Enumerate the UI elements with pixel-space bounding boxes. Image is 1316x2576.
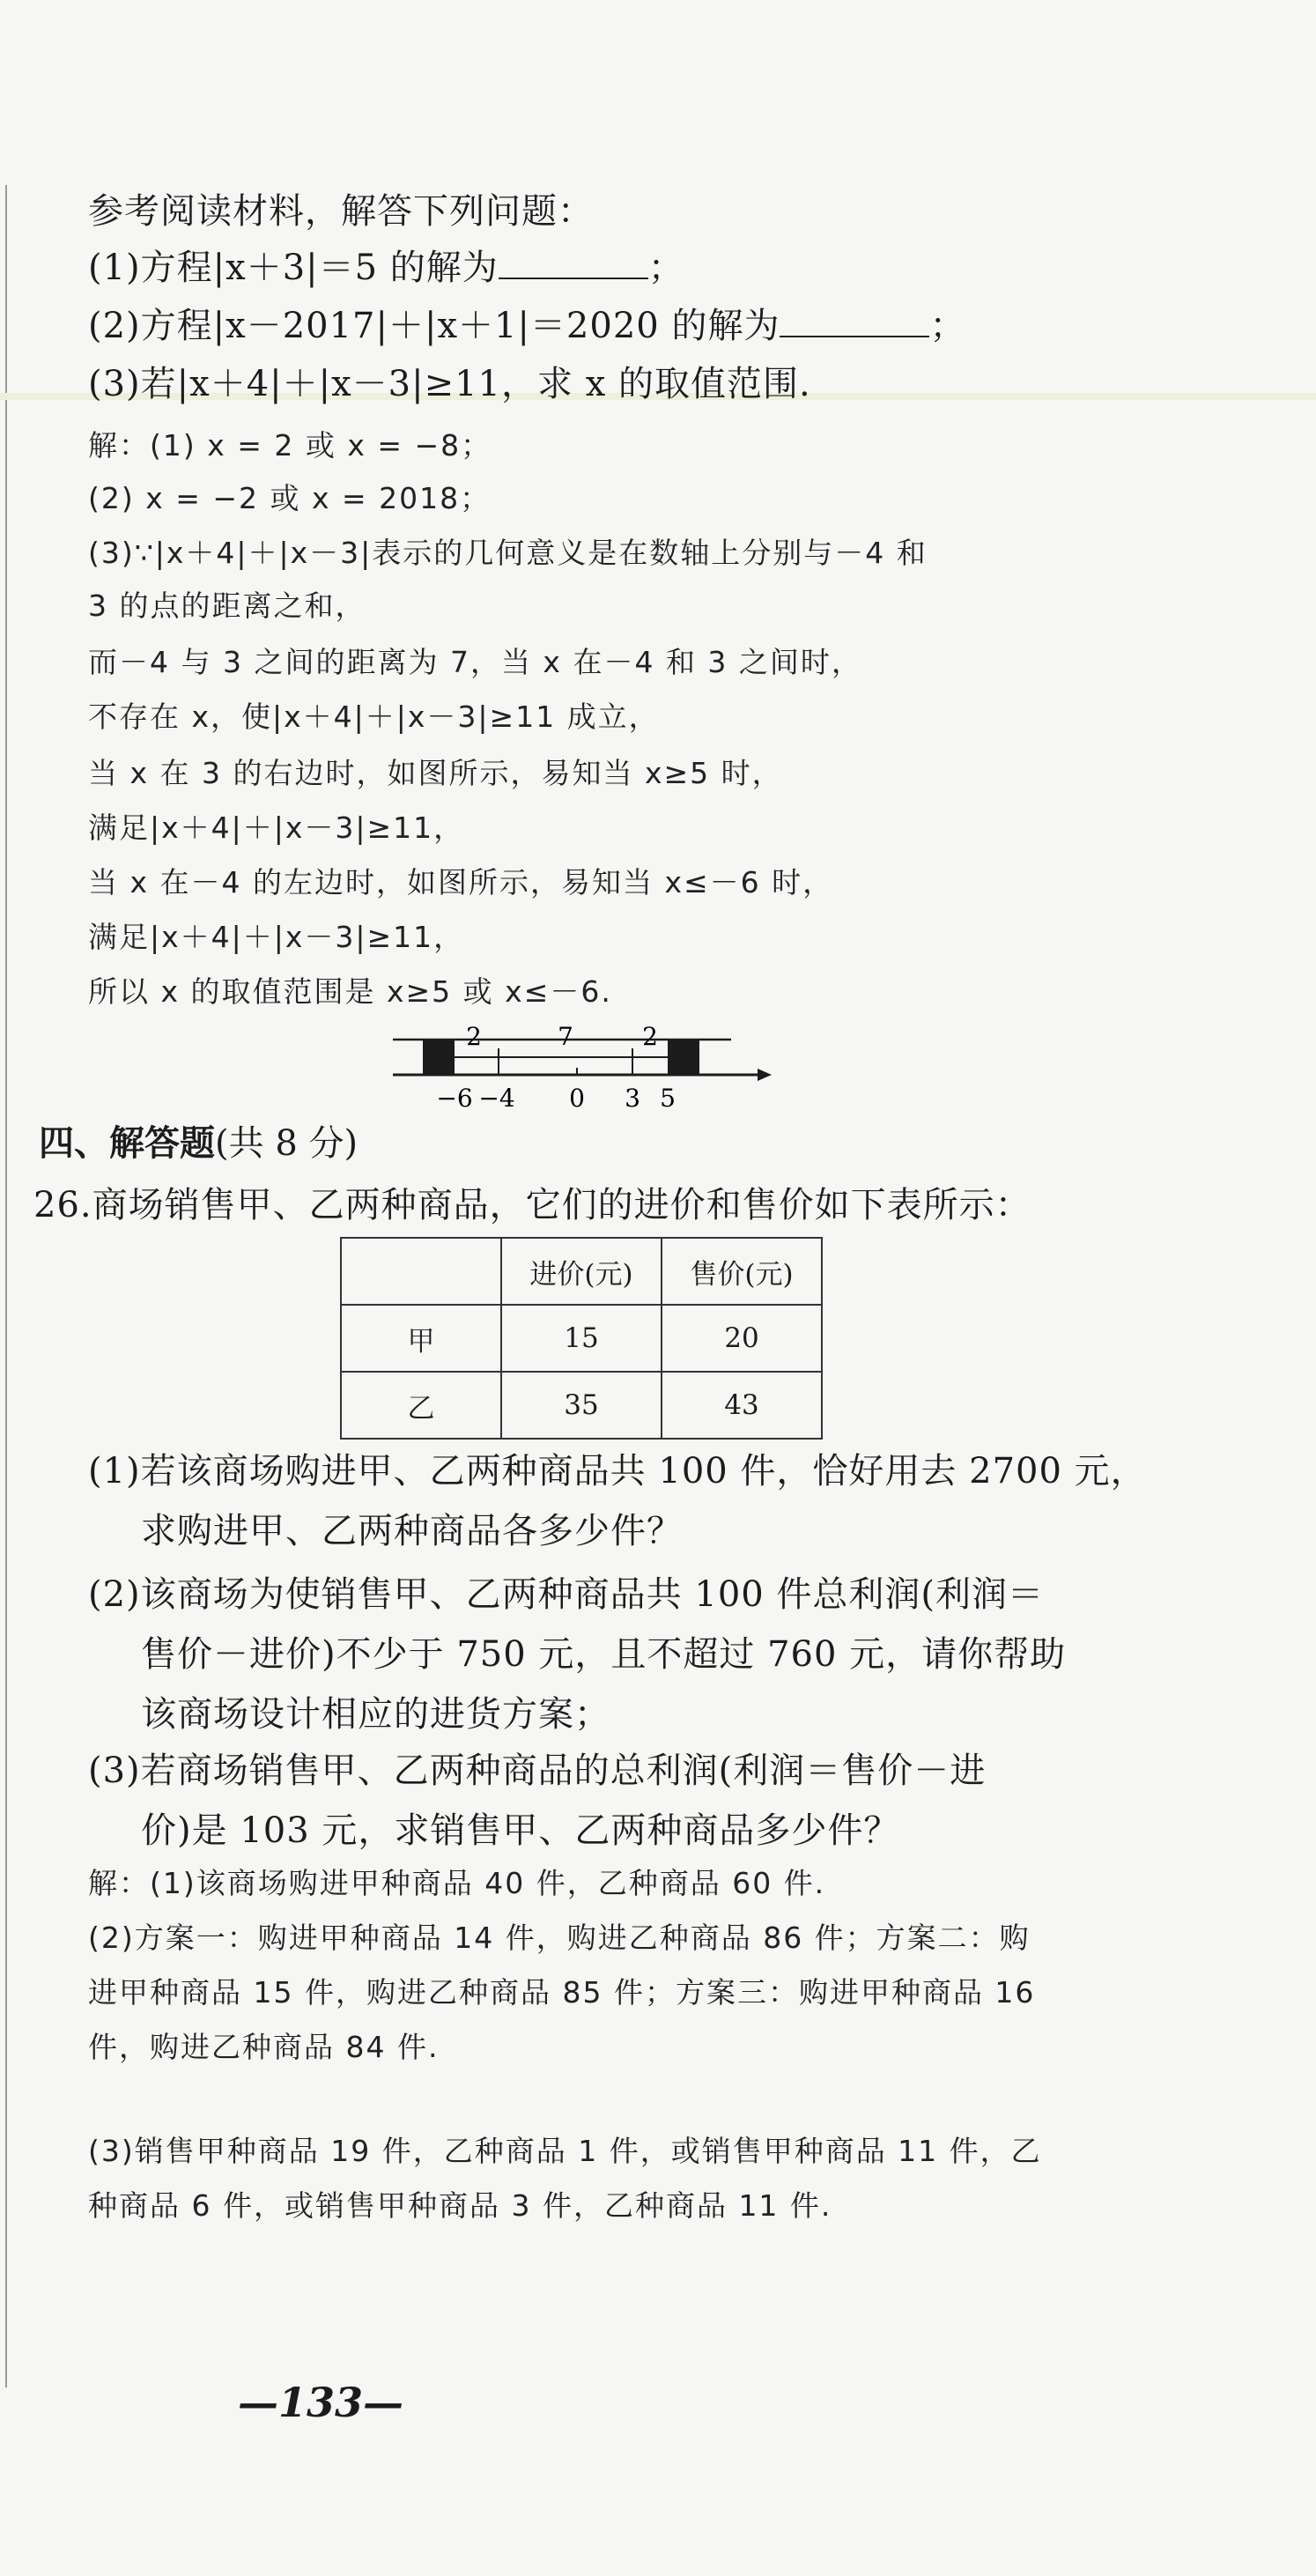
number-line-diagram bbox=[388, 1013, 775, 1119]
shaded-left-region bbox=[423, 1040, 455, 1075]
tick-label: 3 bbox=[625, 1084, 640, 1113]
table-row bbox=[341, 1372, 822, 1439]
q26-part-line: (1)若该商场购进甲、乙两种商品共 100 件，恰好用去 2700 元， bbox=[88, 1451, 1147, 1492]
q26-part-line: 求购进甲、乙两种商品各多少件？ bbox=[141, 1511, 683, 1551]
reading-q2 bbox=[88, 298, 965, 348]
q26-part-line: 价)是 103 元，求销售甲、乙两种商品多少件？ bbox=[141, 1810, 900, 1851]
section-title: 四、解答题 bbox=[39, 1123, 215, 1164]
solution1-line: 所以 x 的取值范围是 x≥5 或 x≤－6. bbox=[88, 974, 612, 1009]
table-header-cell: 进价(元) bbox=[501, 1238, 662, 1305]
table-cell: 15 bbox=[501, 1305, 662, 1372]
solution1-line: 3 的点的距离之和， bbox=[88, 588, 366, 623]
label-seg-right: 2 bbox=[642, 1022, 658, 1051]
table-header-row bbox=[341, 1238, 822, 1305]
solution1-line: 满足|x＋4|＋|x－3|≥11， bbox=[88, 920, 465, 954]
table-header-cell: 售价(元) bbox=[662, 1238, 822, 1305]
price-table bbox=[340, 1237, 823, 1440]
q26-answer-line: 进甲种商品 15 件，购进乙种商品 85 件；方案三：购进甲种商品 16 bbox=[88, 1975, 1036, 2010]
shaded-right-region bbox=[668, 1040, 699, 1075]
q26-answer-line: 种商品 6 件，或销售甲种商品 3 件，乙种商品 11 件. bbox=[88, 2188, 832, 2223]
table-cell: 乙 bbox=[341, 1372, 501, 1439]
reading-q1-end: ； bbox=[647, 248, 684, 288]
solution1-line: 当 x 在 3 的右边时，如图所示，易知当 x≥5 时， bbox=[88, 756, 783, 790]
q26-answer-line: (2)方案一：购进甲种商品 14 件，购进乙种商品 86 件；方案二：购 bbox=[88, 1921, 1031, 1955]
q26-part-line: (3)若商场销售甲、乙两种商品的总利润(利润＝售价－进 bbox=[88, 1751, 987, 1791]
label-seg-left: 2 bbox=[466, 1022, 482, 1051]
page-margin-rule bbox=[5, 185, 7, 2387]
solution1-line: (3)∵|x＋4|＋|x－3|表示的几何意义是在数轴上分别与－4 和 bbox=[88, 536, 928, 570]
reading-q3: (3)若|x＋4|＋|x－3|≥11，求 x 的取值范围. bbox=[88, 364, 811, 404]
label-seg-mid: 7 bbox=[558, 1022, 573, 1051]
table-cell: 43 bbox=[662, 1372, 822, 1439]
reading-q2-end: ； bbox=[929, 306, 966, 346]
q26-answer-line: 解：(1)该商场购进甲种商品 40 件，乙种商品 60 件. bbox=[88, 1866, 826, 1900]
q26-part-line: 该商场设计相应的进货方案； bbox=[141, 1694, 610, 1735]
solution1-line: 当 x 在－4 的左边时，如图所示，易知当 x≤－6 时， bbox=[88, 865, 834, 899]
answer-blank bbox=[499, 278, 648, 279]
table-cell: 35 bbox=[501, 1372, 662, 1439]
q26-stem: 26.商场销售甲、乙两种商品，它们的进价和售价如下表所示： bbox=[33, 1185, 1031, 1225]
q26-part-line: 售价－进价)不少于 750 元，且不超过 760 元，请你帮助 bbox=[141, 1634, 1067, 1675]
reading-q1 bbox=[88, 240, 684, 290]
reading-intro: 参考阅读材料，解答下列问题： bbox=[88, 191, 594, 232]
solution1-line: (2) x = −2 或 x = 2018； bbox=[88, 481, 492, 515]
page-number: —133— bbox=[238, 2379, 404, 2426]
solution1-line: 解：(1) x = 2 或 x = −8； bbox=[88, 428, 492, 463]
q26-answer-line: (3)销售甲种商品 19 件，乙种商品 1 件，或销售甲种商品 11 件，乙 bbox=[88, 2134, 1042, 2168]
tick-label: 0 bbox=[569, 1084, 585, 1113]
solution1-line: 而－4 与 3 之间的距离为 7，当 x 在－4 和 3 之间时， bbox=[88, 645, 862, 679]
axis-arrow bbox=[758, 1069, 772, 1081]
table-cell: 甲 bbox=[341, 1305, 501, 1372]
answer-blank bbox=[780, 336, 929, 337]
reading-q1-text: (1)方程|x＋3|＝5 的解为 bbox=[88, 248, 499, 288]
tick-label: −4 bbox=[478, 1084, 515, 1113]
reading-q2-text: (2)方程|x－2017|＋|x＋1|＝2020 的解为 bbox=[88, 306, 780, 346]
tick-label: 5 bbox=[660, 1084, 676, 1113]
tick-label: −6 bbox=[436, 1084, 473, 1113]
q26-answer-line: 件，购进乙种商品 84 件. bbox=[88, 2030, 440, 2064]
section-score: (共 8 分) bbox=[215, 1123, 359, 1164]
table-header-cell bbox=[341, 1238, 501, 1305]
table-cell: 20 bbox=[662, 1305, 822, 1372]
q26-part-line: (2)该商场为使销售甲、乙两种商品共 100 件总利润(利润＝ bbox=[88, 1574, 1045, 1615]
solution1-line: 不存在 x，使|x＋4|＋|x－3|≥11 成立， bbox=[88, 700, 660, 734]
table-row bbox=[341, 1305, 822, 1372]
solution1-line: 满足|x＋4|＋|x－3|≥11， bbox=[88, 811, 465, 845]
section-heading bbox=[39, 1115, 358, 1166]
